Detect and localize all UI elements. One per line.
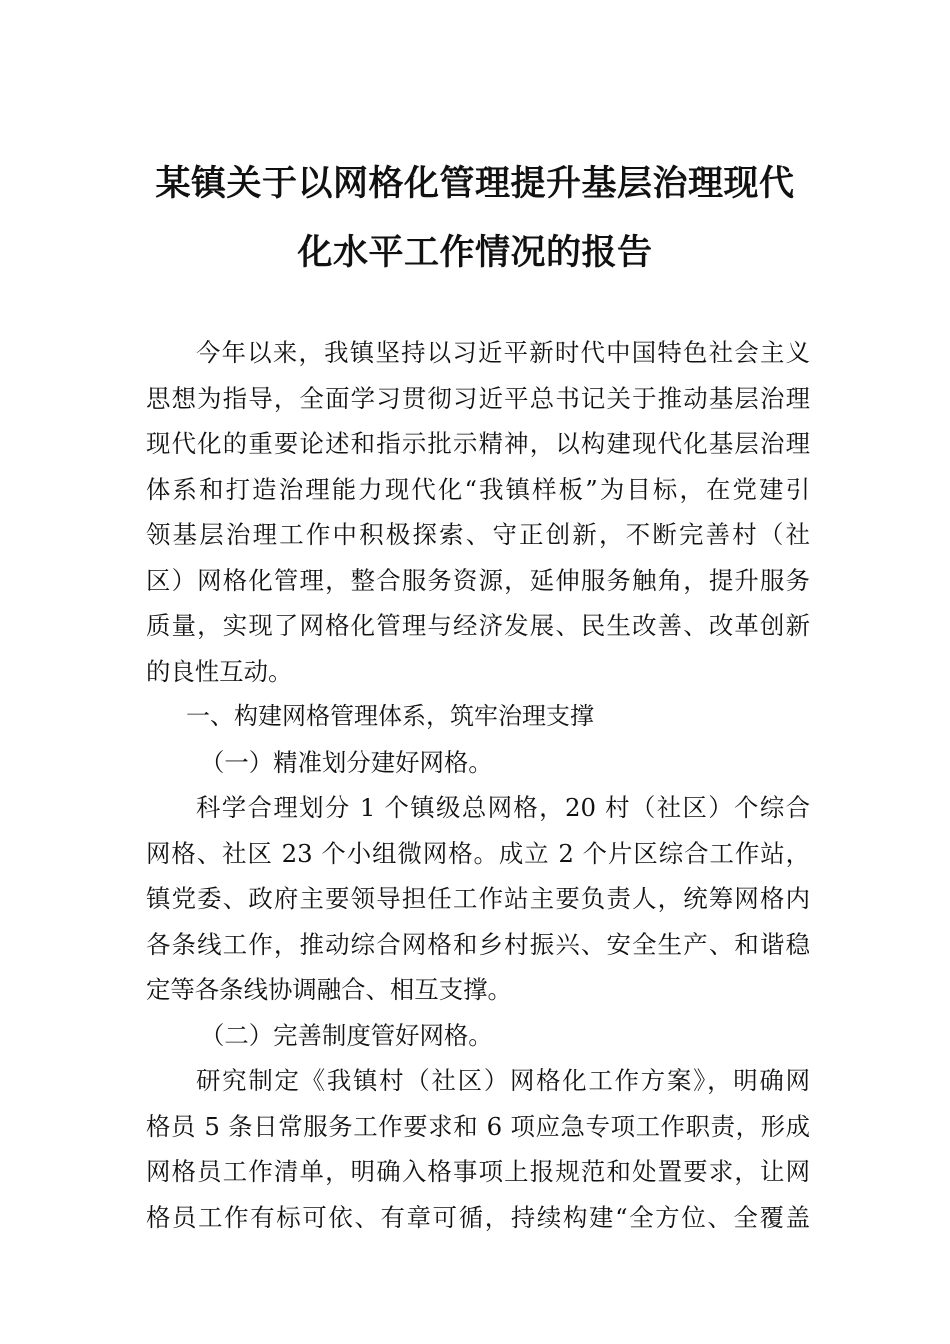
intro-line: 今年以来，我镇坚持以习近平新时代中国特色社会主义 xyxy=(196,338,810,367)
sub2-line: 格员 5 条日常服务工作要求和 6 项应急专项工作职责，形成 xyxy=(146,1111,810,1141)
document-title-line-1: 某镇关于以网格化管理提升基层治理现代 xyxy=(155,164,795,204)
subsection-heading: （二）完善制度管好网格。 xyxy=(200,1020,493,1050)
sub2-line: 网格员工作清单，明确入格事项上报规范和处置要求，让网 xyxy=(146,1157,810,1186)
intro-line: 思想为指导，全面学习贯彻习近平总书记关于推动基层治理 xyxy=(146,383,810,413)
sub1-line: 各条线工作，推动综合网格和乡村振兴、安全生产、和谐稳 xyxy=(146,929,810,959)
intro-line: 的良性互动。 xyxy=(146,656,293,686)
intro-line: 领基层治理工作中积极探索、守正创新，不断完善村（社 xyxy=(146,520,810,549)
section-heading: 一、构建网格管理体系，筑牢治理支撑 xyxy=(186,702,594,730)
intro-line: 现代化的重要论述和指示批示精神，以构建现代化基层治理 xyxy=(146,429,810,458)
intro-line: 体系和打造治理能力现代化“我镇样板”为目标，在党建引 xyxy=(146,474,810,504)
sub1-line: 网格、社区 23 个小组微网格。成立 2 个片区综合工作站， xyxy=(146,838,810,868)
document-title-line-2: 化水平工作情况的报告 xyxy=(297,233,653,273)
intro-line: 质量，实现了网格化管理与经济发展、民生改善、改革创新 xyxy=(146,611,810,640)
sub2-line: 格员工作有标可依、有章可循，持续构建“全方位、全覆盖 xyxy=(146,1202,810,1232)
document-body xyxy=(146,330,810,1240)
sub1-line: 科学合理划分 1 个镇级总网格，20 村（社区）个综合 xyxy=(196,793,810,822)
subsection-heading: （一）精准划分建好网格。 xyxy=(200,747,493,777)
sub1-line: 镇党委、政府主要领导担任工作站主要负责人，统筹网格内 xyxy=(146,884,810,913)
sub1-line: 定等各条线协调融合、相互支撑。 xyxy=(146,975,512,1004)
sub2-line: 研究制定《我镇村（社区）网格化工作方案》，明确网 xyxy=(196,1066,810,1095)
intro-line: 区）网格化管理，整合服务资源，延伸服务触角，提升服务 xyxy=(146,565,810,595)
